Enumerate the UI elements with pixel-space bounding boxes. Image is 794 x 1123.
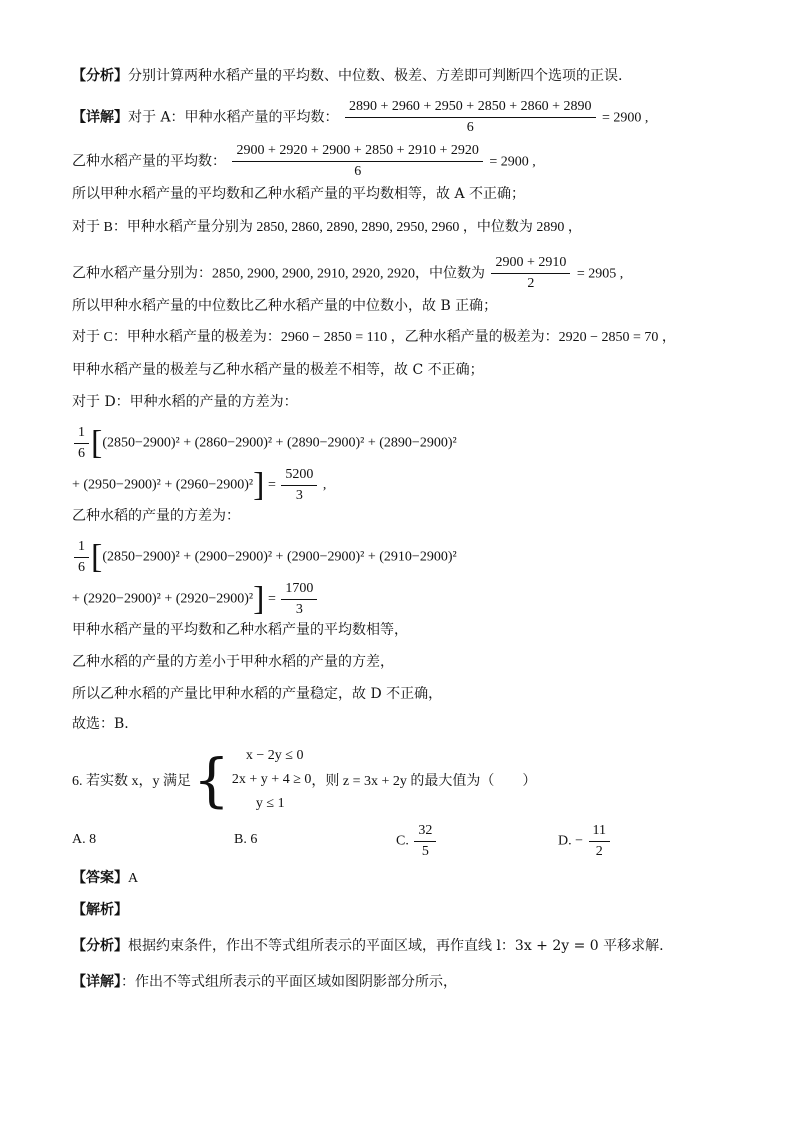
detail-tag: 【详解】 [72,109,128,126]
answer-value: A [128,871,139,886]
option-c-label: C. [396,833,409,849]
question-6 [72,744,754,816]
yi-var-label: 乙种水稻的产量的方差为： [72,508,240,524]
detail2-text: ：作出不等式组所表示的平面区域如图阴影部分所示， [121,974,457,990]
summary-line1: 甲种水稻产量的平均数和乙种水稻产量的平均数相等， [72,622,408,638]
q6-prefix: 6. 若实数 x，y 满足 [72,774,191,789]
one-sixth-fraction-2 [74,538,89,577]
q6-box [72,744,536,816]
analysis-line [72,66,754,86]
analysis2-text: 根据约束条件，作出不等式组所表示的平面区域，再作直线 l：3x + 2y = 0 平移求解. [128,938,664,954]
left-bracket: [ [91,424,103,462]
right-bracket: ] [253,466,265,504]
d-var1-numerator: 5200 [281,466,317,486]
analysis-text: 分别计算两种水稻产量的平均数、中位数、极差、方差即可判断四个选项的正误. [128,68,623,84]
choice-line: 故选：B. [72,716,129,732]
a-mean-fraction [345,98,595,137]
option-c-fraction [414,822,436,861]
option-d-numerator: 11 [589,822,610,842]
q6-constraint-1: x − 2y ≤ 0 [245,748,304,763]
q6-suffix: ，则 z = 3x + 2y 的最大值为（ ） [311,774,537,789]
d-var1-row1 [72,424,754,463]
left-bracket-2: [ [91,538,103,576]
d-var2-terms2: + (2920−2900)² + (2920−2900)² [72,591,254,607]
one-sixth-fraction [74,424,89,463]
b-line2-prefix: 乙种水稻产量分别为：2850, 2900, 2900, 2910, 2920, 2920，中位数为 [72,266,485,282]
analysis2-line [72,936,754,956]
option-a: A. 8 [72,832,97,847]
c-line2: 甲种水稻产量的极差与乙种水稻产量的极差不相等，故 C 不正确； [72,362,484,378]
d-var2-fraction [281,580,317,619]
q6-constraint-3: y ≤ 1 [255,796,285,811]
option-c [396,822,438,861]
a-prefix: 对于 A：甲种水稻产量的平均数： [128,109,339,126]
detail2-line [72,972,754,992]
option-d-label: D. − [558,833,584,849]
detail-a-line [72,98,754,137]
b-median-denominator: 2 [527,276,535,291]
b-line1: 对于 B：甲种水稻产量分别为 2850, 2860, 2890, 2890, 2950, 2960 ，中位数为 2890 ， [72,220,582,235]
b-line2 [72,254,754,293]
yi-mean-fraction [232,142,482,181]
c-line1: 对于 C：甲种水稻产量的极差为：2960 − 2850 = 110 ，乙种水稻产量的极差为：2920 − 2850 = 70 ， [72,330,676,345]
a-conclusion: 所以甲种水稻产量的平均数和乙种水稻产量的平均数相等，故 A 不正确； [72,186,526,202]
yi-mean-numerator: 2900 + 2920 + 2900 + 2850 + 2910 + 2920 [232,142,482,162]
one-sixth-denominator: 6 [78,446,85,461]
d-var2-numerator: 1700 [281,580,317,600]
detail2-tag: 【详解】 [72,974,121,990]
analysis2-tag: 【分析】 [72,938,128,954]
explain-tag: 【解析】 [72,902,128,918]
analysis-tag: 【分析】 [72,68,128,84]
b-median-numerator: 2900 + 2910 [491,254,570,274]
q6-constraints [232,744,311,816]
d-var2-denominator: 3 [295,602,303,617]
yi-mean-prefix: 乙种水稻产量的平均数： [72,153,226,170]
yi-mean-result: = 2900 , [489,154,536,170]
d-var1-fraction [281,466,317,505]
a-mean-result: = 2900 , [601,110,649,126]
option-d-fraction [589,822,610,861]
d-var1-row2: + (2950−2900)² + (2960−2900)²] = $\frac{5200}{3}$ , [72,466,327,504]
one-sixth-numerator-2: 1 [74,538,89,558]
a-mean-denominator: 6 [466,120,474,135]
d-var2-terms1: (2850−2900)² + (2900−2900)² + (2900−2900)² + (2910−2900)² [102,549,457,565]
option-b: B. 6 [234,832,258,847]
summary-line2: 乙种水稻的产量的方差小于甲种水稻的产量的方差， [72,654,394,670]
one-sixth-numerator: 1 [74,424,89,444]
d-var1-terms1: (2850−2900)² + (2860−2900)² + (2890−2900)² + (2890−2900)² [102,435,457,451]
a-mean-numerator: 2890 + 2960 + 2950 + 2850 + 2860 + 2890 [345,98,595,118]
left-brace: { [193,746,230,814]
one-sixth-denominator-2: 6 [78,560,85,575]
d-var1-denominator: 3 [295,488,303,503]
option-c-denominator: 5 [421,844,429,859]
right-bracket-2: ] [253,580,265,618]
summary-line3: 所以乙种水稻的产量比甲种水稻的产量稳定，故 D 不正确， [72,686,443,702]
answer-line [72,868,754,889]
d-line1: 对于 D：甲种水稻的产量的方差为： [72,394,298,410]
option-c-numerator: 32 [414,822,436,842]
b-median-fraction [491,254,570,293]
option-d-denominator: 2 [595,844,603,859]
d-var2-row1 [72,538,754,577]
yi-mean-line [72,142,754,181]
yi-mean-denominator: 6 [354,164,362,179]
q6-constraint-2: 2x + y + 4 ≥ 0 [231,772,312,787]
d-var1-terms2: + (2950−2900)² + (2960−2900)² [72,477,254,493]
answer-tag: 【答案】 [72,870,128,886]
option-d [558,822,612,861]
b-median-result: = 2905 , [576,266,624,282]
d-var2-row2: + (2920−2900)² + (2920−2900)²] = $\frac{1700}{3}$ [72,580,754,619]
b-conclusion: 所以甲种水稻产量的中位数比乙种水稻产量的中位数小，故 B 正确； [72,298,498,314]
